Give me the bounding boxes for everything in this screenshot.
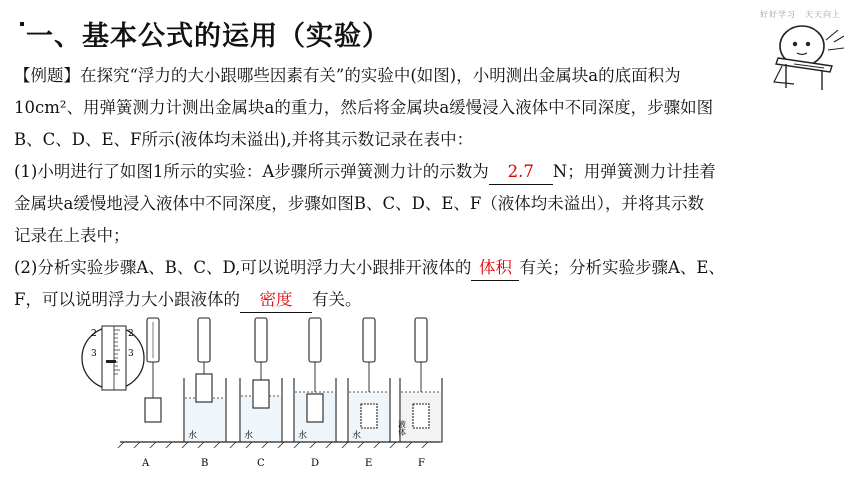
liquid-label: 水 — [188, 431, 198, 441]
step-label: C — [257, 458, 265, 469]
page-title: 一、基本公式的运用（实验） — [26, 21, 390, 52]
scale-number: 3 — [128, 349, 134, 359]
problem-line: 金属块a缓慢地浸入液体中不同深度，步骤如图B、C、D、E、F（液体均未溢出），并将其示数 — [14, 194, 705, 213]
scale-number: 2 — [128, 329, 134, 339]
step-a-apparatus — [145, 318, 161, 422]
question-1-text: (1)小明进行了如图1所示的实验：A步骤所示弹簧测力计的示数为 — [14, 162, 489, 181]
example-problem — [14, 60, 764, 316]
step-b-apparatus — [184, 318, 226, 442]
magnified-scale — [82, 326, 144, 390]
question-3-text: F，可以说明浮力大小跟液体的 — [14, 290, 240, 309]
step-d-apparatus — [294, 318, 336, 442]
problem-line: 记录在上表中； — [14, 226, 130, 245]
problem-line: 10cm²、用弹簧测力计测出金属块a的重力，然后将金属块a缓慢浸入液体中不同深度，步骤如图 — [14, 98, 714, 117]
table-hatching — [118, 442, 428, 448]
step-label: D — [311, 458, 320, 469]
corner-slogan: 好好学习 天天向上 — [760, 10, 841, 19]
question-3-text-end: 有关。 — [311, 290, 362, 309]
question-1-line — [14, 156, 764, 188]
question-2-text-end: 有关；分析实验步骤A、E、 — [519, 258, 725, 277]
problem-line: B、C、D、E、F所示(液体均未溢出),并将其示数记录在表中： — [14, 130, 474, 149]
step-label: B — [201, 458, 209, 469]
question-2-text: (2)分析实验步骤A、B、C、D,可以说明浮力大小跟排开液体的 — [14, 258, 472, 277]
scale-number: 2 — [91, 329, 97, 339]
step-label: F — [418, 458, 425, 469]
step-c-apparatus — [240, 318, 282, 442]
answer-1-blank: 2.7 — [489, 160, 553, 185]
answer-2-blank: 体积 — [471, 256, 519, 281]
step-e-apparatus — [348, 318, 390, 442]
liquid-label: 水 — [298, 431, 308, 441]
question-3-line — [14, 284, 764, 316]
question-1-text-end: N；用弹簧测力计挂着 — [552, 162, 716, 181]
liquid-label: 水 — [352, 431, 362, 441]
liquid-label: 水 — [244, 431, 254, 441]
step-label: E — [365, 458, 373, 469]
scale-number: 3 — [91, 349, 97, 359]
liquid-label: 液体 — [397, 420, 407, 436]
answer-3-blank: 密度 — [240, 288, 312, 313]
mascot-illustration — [764, 20, 856, 92]
title-bullet — [20, 22, 24, 26]
step-label: A — [142, 458, 150, 469]
problem-line: 【例题】在探究“浮力的大小跟哪些因素有关”的实验中(如图)，小明测出金属块a的底面积为 — [14, 66, 681, 85]
question-2-line — [14, 252, 764, 284]
experiment-figure — [80, 316, 460, 476]
